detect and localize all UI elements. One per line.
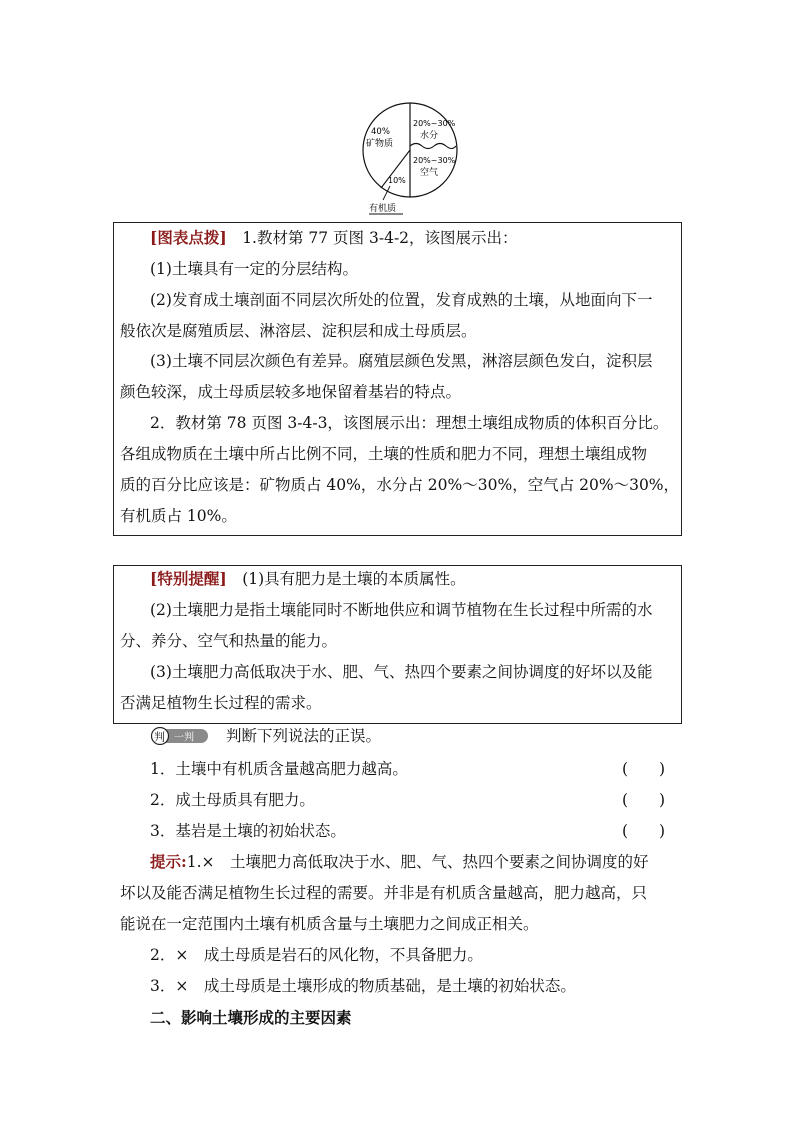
chart-tips-line-3: (2)发育成土壤剖面不同层次所处的位置，发育成熟的土壤，从地面向下一 (150, 291, 653, 309)
hint-label: 提示: (150, 852, 187, 871)
judge-badge-char: 判 (154, 730, 165, 744)
reminder-line-2: (2)土壤肥力是指土壤能同时不断地供应和调节植物在生长过程中所需的水 (150, 601, 653, 619)
organic-pointer-line (383, 186, 390, 200)
judge-badge (150, 727, 210, 745)
hint-line-1 (150, 853, 649, 871)
hint-line-2: 坏以及能否满足植物生长过程的需要。并非是有机质含量越高，肥力越高，只 (120, 884, 648, 902)
organic-label: 有机质 (369, 204, 397, 214)
air-label: 空气 (420, 168, 439, 178)
reminder-text-1: (1)具有肥力是土壤的本质属性。 (242, 570, 466, 588)
judge-item-1-answer: ( ) (622, 760, 666, 778)
reminder-line-5: 否满足植物生长过程的需求。 (120, 694, 322, 712)
hint-line-4: 2．× 成土母质是岩石的风化物，不具备肥力。 (150, 946, 483, 964)
judge-badge-text: 一判 (174, 732, 194, 744)
hint-text-1: 1.× 土壤肥力高低取决于水、肥、气、热四个要素之间协调度的好 (186, 853, 649, 871)
reminder-tag: [特别提醒] (150, 569, 227, 588)
chart-tips-line-9: 质的百分比应该是：矿物质占 40%，水分占 20%～30%，空气占 20%～30%， (120, 476, 680, 494)
hint-line-5: 3．× 成土母质是土壤形成的物质基础，是土壤的初始状态。 (150, 977, 576, 995)
pie-divider-wavy (410, 144, 456, 149)
chart-tips-line-4: 般依次是腐殖质层、淋溶层、淀积层和成土母质层。 (120, 322, 477, 340)
water-label: 水分 (420, 131, 439, 141)
chart-tips-line-2: (1)土壤具有一定的分层结构。 (150, 260, 358, 278)
chart-tips-line-8: 各组成物质在土壤中所占比例不同，土壤的性质和肥力不同，理想土壤组成物 (120, 445, 648, 463)
judge-item-1: 1．土壤中有机质含量越高肥力越高。 (150, 760, 408, 778)
soil-composition-pie (355, 100, 465, 218)
reminder-line-4: (3)土壤肥力高低取决于水、肥、气、热四个要素之间协调度的好坏以及能 (150, 663, 653, 681)
chart-tips-line-5: (3)土壤不同层次颜色有差异。腐殖层颜色发黑，淋溶层颜色发白，淀积层 (150, 352, 653, 370)
chart-tips-line-7: 2．教材第 78 页图 3-4-3，该图展示出：理想土壤组成物质的体积百分比。 (150, 414, 669, 432)
chart-tips-text-1: 1.教材第 77 页图 3-4-2，该图展示出： (242, 229, 518, 247)
chart-tips-tag: [图表点拨] (150, 228, 227, 247)
hint-line-3: 能说在一定范围内土壤有机质含量与土壤肥力之间成正相关。 (120, 915, 539, 933)
chart-tips-line-10: 有机质占 10%。 (120, 507, 237, 525)
judge-item-2: 2．成土母质具有肥力。 (150, 791, 315, 809)
judge-item-3: 3．基岩是土壤的初始状态。 (150, 822, 346, 840)
judge-intro: 判断下列说法的正误。 (226, 727, 382, 745)
soil-composition-figure (355, 100, 465, 218)
judge-badge-graphic (150, 727, 210, 745)
judge-item-3-answer: ( ) (622, 822, 666, 840)
section-heading: 二、影响土壤形成的主要因素 (150, 1008, 352, 1027)
chart-tips-line-1 (150, 229, 518, 247)
reminder-line-3: 分、养分、空气和热量的能力。 (120, 632, 338, 650)
water-pct-label: 20%~30% (413, 119, 456, 128)
chart-tips-line-6: 颜色较深，成土母质层较多地保留着基岩的特点。 (120, 383, 462, 401)
mineral-pct-label: 40% (371, 127, 390, 137)
reminder-line-1 (150, 570, 466, 588)
air-pct-label: 20%~30% (413, 156, 456, 165)
mineral-label: 矿物质 (366, 139, 394, 149)
judge-item-2-answer: ( ) (622, 791, 666, 809)
organic-pct-label: 10% (388, 176, 406, 185)
